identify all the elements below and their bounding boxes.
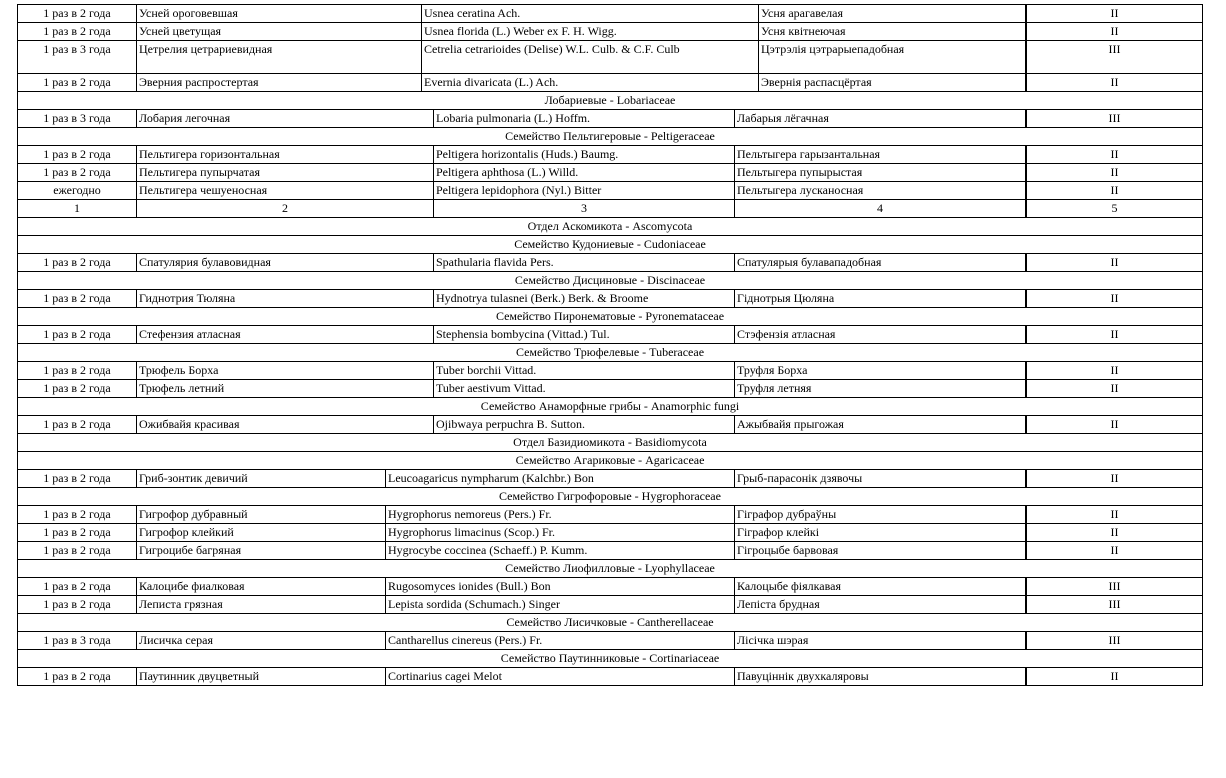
frequency-cell: 1 раз в 2 года <box>18 362 137 379</box>
latin-name-cell: Tuber borchii Vittad. <box>434 362 735 379</box>
russian-name-cell: Пельтигера горизонтальная <box>137 146 434 163</box>
frequency-cell: 1 раз в 2 года <box>18 578 137 595</box>
latin-name-cell: Cetrelia cetrarioides (Delise) W.L. Culb. & C.F. Culb <box>422 41 759 73</box>
belarusian-name-cell: Ажыбвайя прыгожая <box>735 416 1026 433</box>
section-title: Семейство Паутинниковые - Cortinariaceae <box>500 651 720 665</box>
category-cell: III <box>1026 632 1202 649</box>
russian-name-cell: Спатулярия булавовидная <box>137 254 434 271</box>
table-row <box>17 23 1203 41</box>
frequency-cell: 1 раз в 2 года <box>18 164 137 181</box>
section-title: Отдел Базидиомикота - Basidiomycota <box>513 435 707 449</box>
latin-name-cell: Leucoagaricus nympharum (Kalchbr.) Bon <box>386 470 735 487</box>
russian-name-cell: Гигроцибе багряная <box>137 542 386 559</box>
section-row <box>17 236 1203 254</box>
category-cell: III <box>1026 41 1202 73</box>
latin-name-cell: Tuber aestivum Vittad. <box>434 380 735 397</box>
frequency-cell: 1 раз в 2 года <box>18 74 137 91</box>
category-cell: II <box>1026 74 1202 91</box>
category-cell: II <box>1026 470 1202 487</box>
belarusian-name-cell: Пельтыгера пупырыстая <box>735 164 1026 181</box>
belarusian-name-cell: Лепіста брудная <box>735 596 1026 613</box>
section-row <box>17 218 1203 236</box>
belarusian-name-cell: Гігроцыбе барвовая <box>735 542 1026 559</box>
latin-name-cell: Stephensia bombycina (Vittad.) Tul. <box>434 326 735 343</box>
russian-name-cell: Усней цветущая <box>137 23 422 40</box>
table-row <box>17 668 1203 686</box>
section-title: Лобариевые - Lobariaceae <box>544 93 676 107</box>
category-cell: II <box>1026 254 1202 271</box>
belarusian-name-cell: Калоцыбе фіялкавая <box>735 578 1026 595</box>
russian-name-cell: Гигрофор клейкий <box>137 524 386 541</box>
latin-name-cell: Rugosomyces ionides (Bull.) Bon <box>386 578 735 595</box>
category-cell: II <box>1026 146 1202 163</box>
section-row <box>17 452 1203 470</box>
frequency-cell: 1 раз в 2 года <box>18 596 137 613</box>
section-row <box>17 434 1203 452</box>
russian-name-cell: Гриб-зонтик девичий <box>137 470 386 487</box>
frequency-cell: 1 раз в 2 года <box>18 470 137 487</box>
latin-name-cell: Hygrocybe coccinea (Schaeff.) P. Kumm. <box>386 542 735 559</box>
latin-name-cell: Usnea ceratina Ach. <box>422 5 759 22</box>
category-cell: III <box>1026 578 1202 595</box>
table-row <box>17 380 1203 398</box>
latin-name-cell: Usnea florida (L.) Weber ex F. H. Wigg. <box>422 23 759 40</box>
latin-name-cell: Lepista sordida (Schumach.) Singer <box>386 596 735 613</box>
category-cell: II <box>1026 524 1202 541</box>
belarusian-name-cell: Усня квітнеючая <box>759 23 1026 40</box>
table-row <box>17 506 1203 524</box>
table-row <box>17 362 1203 380</box>
category-cell: II <box>1026 23 1202 40</box>
table-row <box>17 470 1203 488</box>
frequency-cell: 1 раз в 2 года <box>18 524 137 541</box>
belarusian-name-cell: Гіднотрыя Цюляна <box>735 290 1026 307</box>
belarusian-name-cell: Павуцiннiк двухкаляровы <box>735 668 1026 685</box>
table-row <box>17 524 1203 542</box>
russian-name-cell: Пельтигера чешуеносная <box>137 182 434 199</box>
category-cell: II <box>1026 5 1202 22</box>
latin-name-cell: Hydnotrya tulasnei (Berk.) Berk. & Broome <box>434 290 735 307</box>
table-row <box>17 578 1203 596</box>
frequency-cell: 1 раз в 2 года <box>18 326 137 343</box>
category-cell: III <box>1026 110 1202 127</box>
belarusian-name-cell: Гіграфор клейкі <box>735 524 1026 541</box>
russian-name-cell: Лобария легочная <box>137 110 434 127</box>
section-title: Семейство Анаморфные грибы - Anamorphic fungi <box>480 399 740 413</box>
section-title: Семейство Агариковые - Agaricaceae <box>515 453 705 467</box>
table-row <box>17 254 1203 272</box>
frequency-cell: 1 раз в 3 года <box>18 41 137 73</box>
section-row <box>17 308 1203 326</box>
frequency-cell: 1 раз в 2 года <box>18 5 137 22</box>
table-row <box>17 326 1203 344</box>
latin-name-cell: Lobaria pulmonaria (L.) Hoffm. <box>434 110 735 127</box>
section-title: Отдел Аскомикота - Ascomycota <box>527 219 693 233</box>
category-cell: II <box>1026 290 1202 307</box>
category-cell: II <box>1026 542 1202 559</box>
table-row <box>17 164 1203 182</box>
table-row <box>17 41 1203 74</box>
section-row <box>17 488 1203 506</box>
table-row <box>17 290 1203 308</box>
russian-name-cell: Эверния распростертая <box>137 74 422 91</box>
belarusian-name-cell: Труфля Борха <box>735 362 1026 379</box>
latin-name-cell: Peltigera horizontalis (Huds.) Baumg. <box>434 146 735 163</box>
latin-name-cell: Evernia divaricata (L.) Ach. <box>422 74 759 91</box>
column-number: 1 <box>18 200 137 217</box>
frequency-cell: 1 раз в 2 года <box>18 254 137 271</box>
column-number: 4 <box>735 200 1026 217</box>
frequency-cell: 1 раз в 2 года <box>18 146 137 163</box>
russian-name-cell: Стефензия атласная <box>137 326 434 343</box>
frequency-cell: 1 раз в 2 года <box>18 542 137 559</box>
frequency-cell: 1 раз в 2 года <box>18 380 137 397</box>
russian-name-cell: Цетрелия цетрариевидная <box>137 41 422 73</box>
section-row <box>17 650 1203 668</box>
table-row <box>17 596 1203 614</box>
latin-name-cell: Cantharellus cinereus (Pers.) Fr. <box>386 632 735 649</box>
latin-name-cell: Hygrophorus limacinus (Scop.) Fr. <box>386 524 735 541</box>
frequency-cell: 1 раз в 2 года <box>18 668 137 685</box>
table-row <box>17 416 1203 434</box>
latin-name-cell: Ojibwaya perpuchra B. Sutton. <box>434 416 735 433</box>
russian-name-cell: Леписта грязная <box>137 596 386 613</box>
section-title: Семейство Пельтигеровые - Peltigeraceae <box>505 129 715 143</box>
category-cell: II <box>1026 380 1202 397</box>
frequency-cell: 1 раз в 3 года <box>18 110 137 127</box>
table-row <box>17 146 1203 164</box>
belarusian-name-cell: Грыб-парасонік дзявочы <box>735 470 1026 487</box>
belarusian-name-cell: Цэтрэлія цэтрарыепадобная <box>759 41 1026 73</box>
belarusian-name-cell: Пельтыгера гарызантальная <box>735 146 1026 163</box>
russian-name-cell: Гигрофор дубравный <box>137 506 386 523</box>
belarusian-name-cell: Спатулярыя булавападобная <box>735 254 1026 271</box>
species-table <box>17 4 1203 686</box>
belarusian-name-cell: Пельтыгера лусканосная <box>735 182 1026 199</box>
table-row <box>17 632 1203 650</box>
section-row <box>17 128 1203 146</box>
frequency-cell: 1 раз в 3 года <box>18 632 137 649</box>
section-title: Семейство Кудониевые - Cudoniaceae <box>514 237 706 251</box>
russian-name-cell: Трюфель летний <box>137 380 434 397</box>
belarusian-name-cell: Труфля летняя <box>735 380 1026 397</box>
frequency-cell: 1 раз в 2 года <box>18 416 137 433</box>
latin-name-cell: Peltigera lepidophora (Nyl.) Bitter <box>434 182 735 199</box>
belarusian-name-cell: Стэфензія атласная <box>735 326 1026 343</box>
latin-name-cell: Hygrophorus nemoreus (Pers.) Fr. <box>386 506 735 523</box>
frequency-cell: 1 раз в 2 года <box>18 290 137 307</box>
belarusian-name-cell: Гіграфор дубраўны <box>735 506 1026 523</box>
latin-name-cell: Peltigera aphthosa (L.) Willd. <box>434 164 735 181</box>
russian-name-cell: Усней ороговевшая <box>137 5 422 22</box>
section-row <box>17 560 1203 578</box>
category-cell: II <box>1026 362 1202 379</box>
russian-name-cell: Калоцибе фиалковая <box>137 578 386 595</box>
table-row <box>17 110 1203 128</box>
section-row <box>17 344 1203 362</box>
belarusian-name-cell: Лісічка шэрая <box>735 632 1026 649</box>
russian-name-cell: Ожибвайя красивая <box>137 416 434 433</box>
section-title: Семейство Трюфелевые - Tuberaceae <box>515 345 705 359</box>
category-cell: II <box>1026 326 1202 343</box>
section-title: Семейство Лисичковые - Cantherellaceae <box>506 615 714 629</box>
latin-name-cell: Cortinarius cagei Melot <box>386 668 735 685</box>
section-row <box>17 92 1203 110</box>
russian-name-cell: Гиднотрия Тюляна <box>137 290 434 307</box>
section-row <box>17 614 1203 632</box>
table-row <box>17 4 1203 23</box>
frequency-cell: 1 раз в 2 года <box>18 506 137 523</box>
belarusian-name-cell: Лабарыя лёгачная <box>735 110 1026 127</box>
belarusian-name-cell: Эвернія распасцёртая <box>759 74 1026 91</box>
section-title: Семейство Дисциновые - Discinaceae <box>514 273 706 287</box>
category-cell: III <box>1026 596 1202 613</box>
category-cell: II <box>1026 182 1202 199</box>
belarusian-name-cell: Усня арагавелая <box>759 5 1026 22</box>
section-title: Семейство Лиофилловые - Lyophyllaceae <box>505 561 715 575</box>
russian-name-cell: Лисичка серая <box>137 632 386 649</box>
category-cell: II <box>1026 668 1202 685</box>
section-row <box>17 398 1203 416</box>
column-number: 2 <box>137 200 434 217</box>
column-number: 3 <box>434 200 735 217</box>
russian-name-cell: Пельтигера пупырчатая <box>137 164 434 181</box>
category-cell: II <box>1026 164 1202 181</box>
column-number: 5 <box>1026 200 1202 217</box>
russian-name-cell: Паутинник двуцветный <box>137 668 386 685</box>
table-row <box>17 74 1203 92</box>
russian-name-cell: Трюфель Борха <box>137 362 434 379</box>
frequency-cell: 1 раз в 2 года <box>18 23 137 40</box>
section-title: Семейство Пиронематовые - Pyronemataceae <box>495 309 725 323</box>
section-title: Семейство Гигрофоровые - Hygrophoraceae <box>499 489 721 503</box>
latin-name-cell: Spathularia flavida Pers. <box>434 254 735 271</box>
table-row <box>17 182 1203 200</box>
section-row <box>17 272 1203 290</box>
table-row <box>17 542 1203 560</box>
column-number-row <box>17 200 1203 218</box>
category-cell: II <box>1026 506 1202 523</box>
category-cell: II <box>1026 416 1202 433</box>
frequency-cell: ежегодно <box>18 182 137 199</box>
